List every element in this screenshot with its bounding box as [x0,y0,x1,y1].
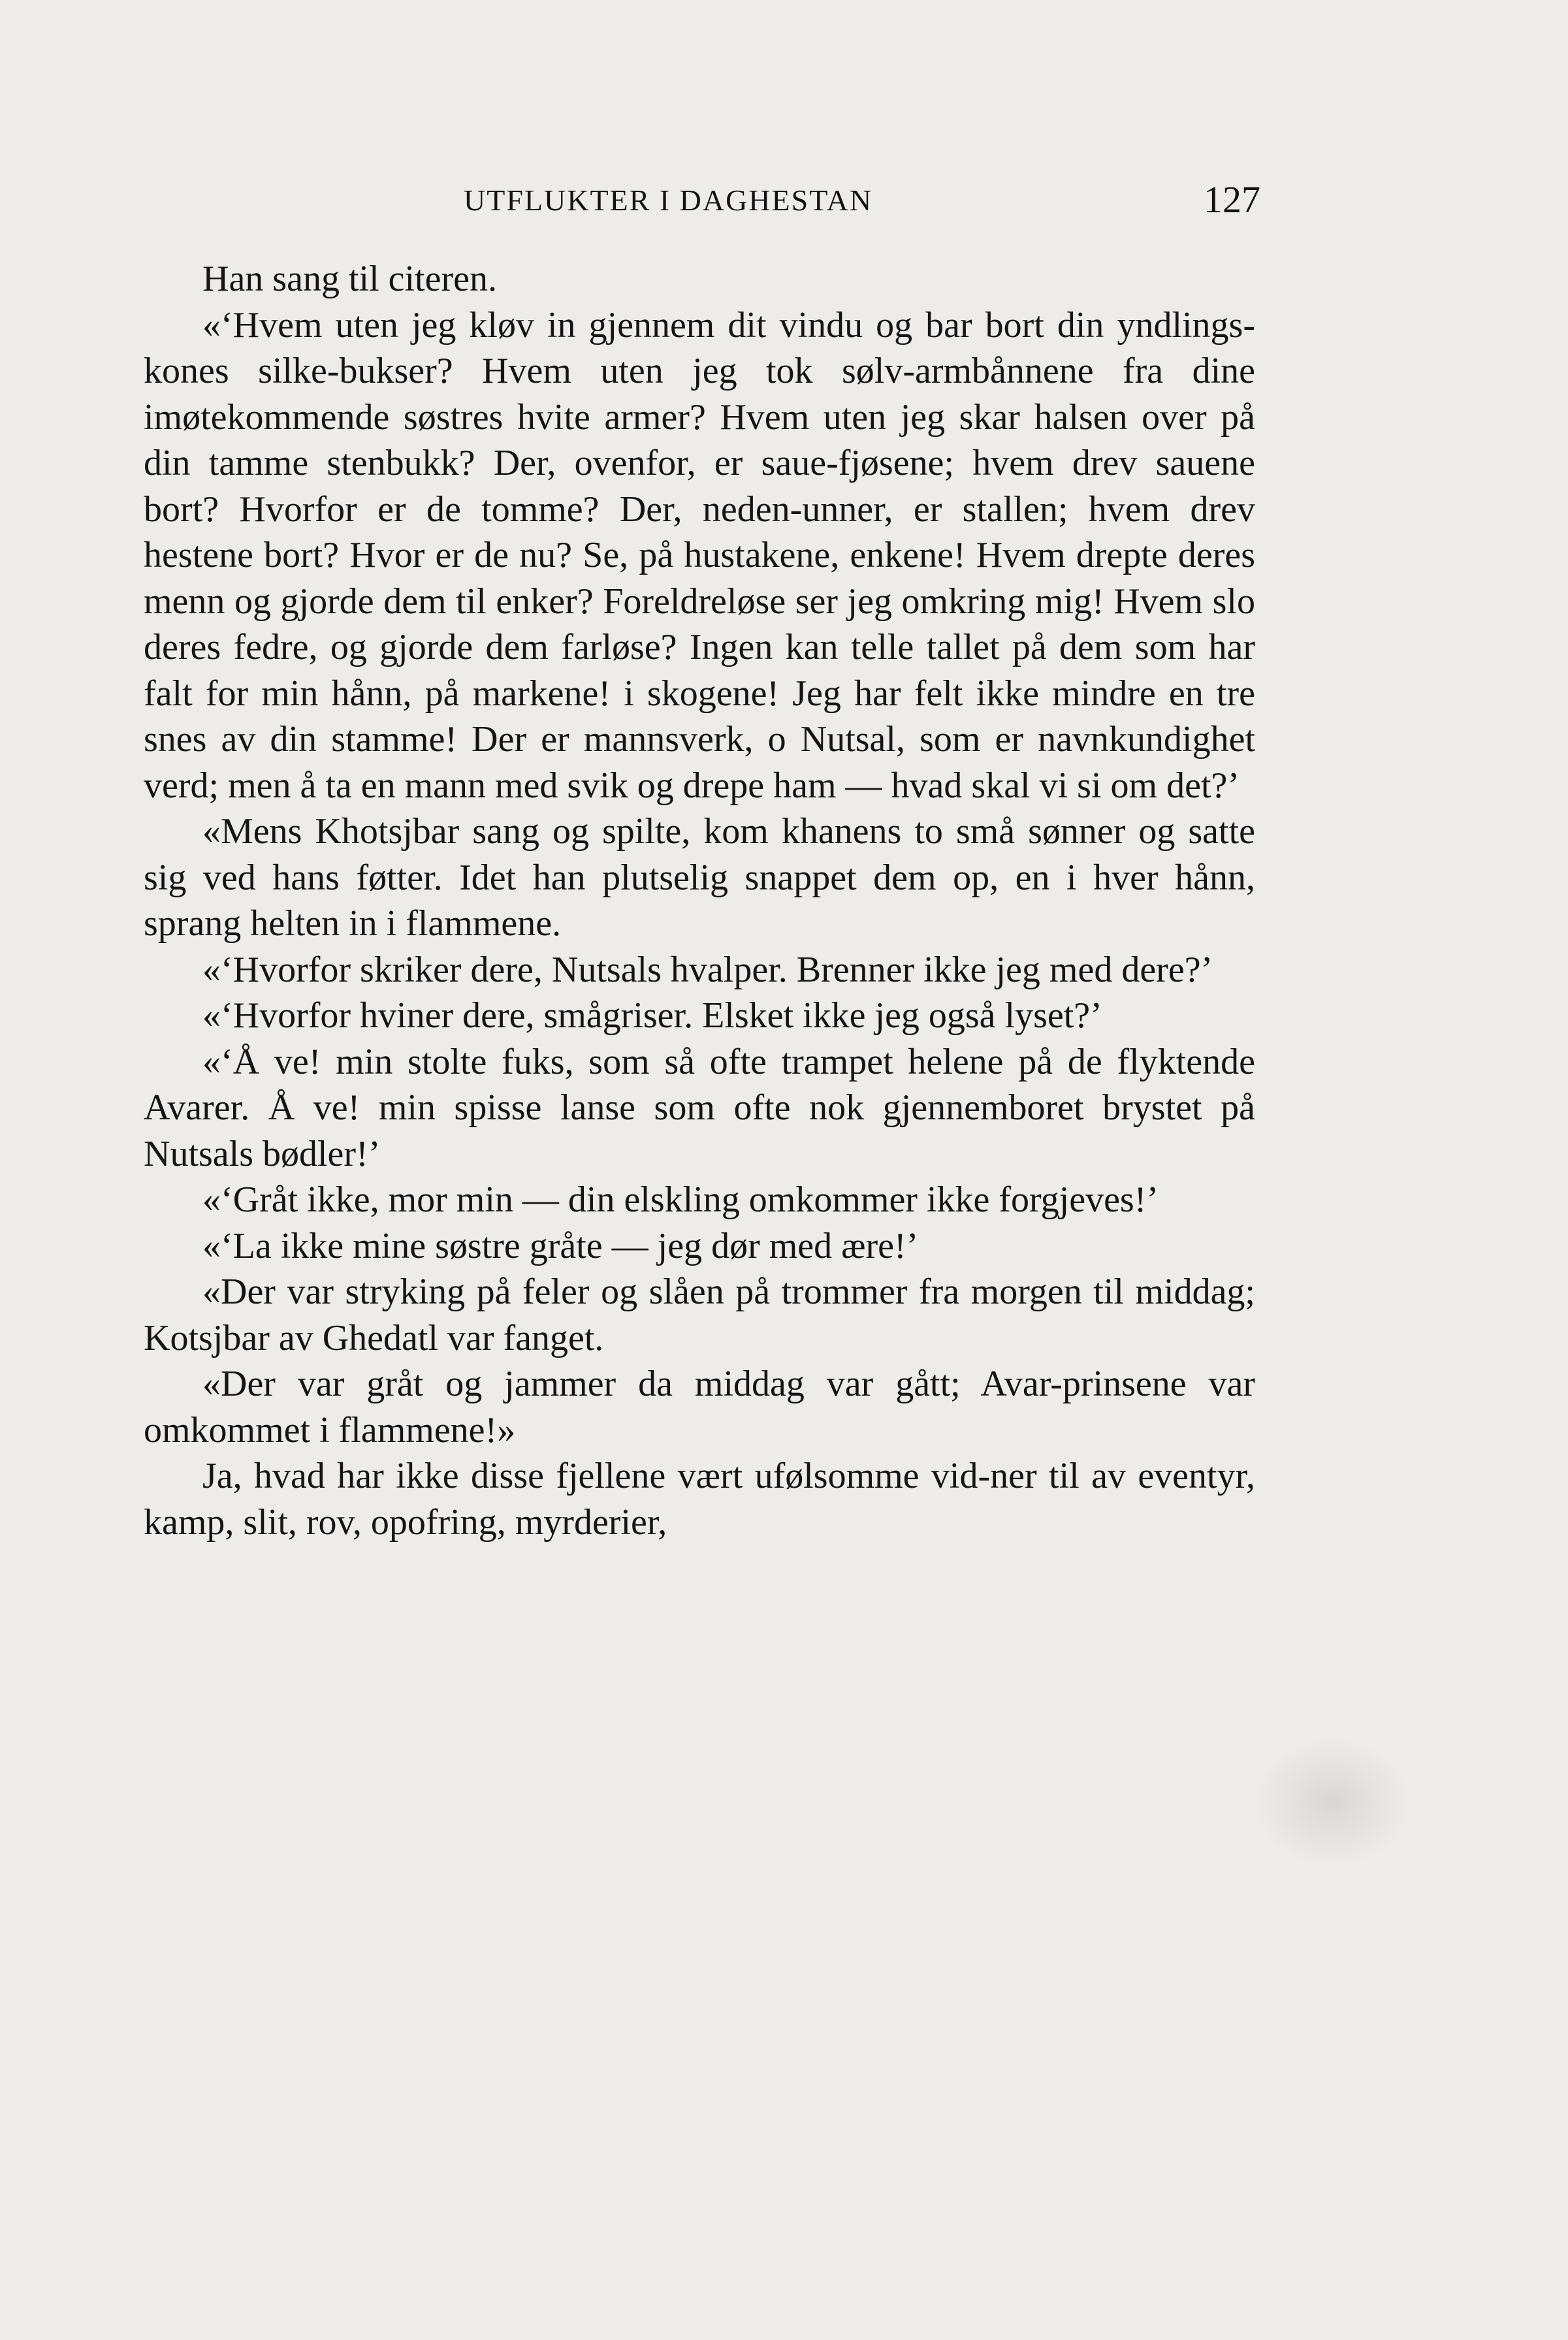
paragraph: «Der var gråt og jammer da middag var gått; Avar-prinsene var omkommet i flammene!» [144,1364,1255,1450]
body-text [144,256,1255,1545]
paragraph: «‘Hvorfor skriker dere, Nutsals hvalper. Brenner ikke jeg med dere?’ [202,949,1213,990]
paragraph: «‘Gråt ikke, mor min — din elskling omkommer ikke forgjeves!’ [202,1179,1159,1220]
running-head [144,175,1260,227]
paragraph: «‘Å ve! min stolte fuks, som så ofte trampet helene på de flyktende Avarer. Å ve! min spisse lanse som ofte nok gjennemboret brystet på Nutsals bødler!’ [144,1041,1255,1174]
page-number: 127 [1204,178,1260,221]
running-head-title: UTFLUKTER I DAGHESTAN [464,184,873,217]
paragraph: «‘Hvorfor hviner dere, smågriser. Elsket ikke jeg også lyset?’ [202,995,1102,1036]
paragraph: «‘Hvem uten jeg kløv in gjennem dit vindu og bar bort din yndlings-kones silke-bukser? Hvem uten jeg tok sølv-armbånnene fra dine imøtekommende søstres hvite armer? Hvem uten jeg skar halsen over på din tamme stenbukk? Der, ovenfor, er saue-fjøsene; hvem drev sauene bort? Hvorfor er de tomme? Der, neden-unner, er stallen; hvem drev hestene bort? Hvor er de nu? Se, på hustakene, enkene! Hvem drepte deres menn og gjorde dem til enker? Foreldreløse ser jeg omkring mig! Hvem slo deres fedre, og gjorde dem farløse? Ingen kan telle tallet på dem som har falt for min hånn, på markene! i skogene! Jeg har felt ikke mindre en tre snes av din stamme! Der er mannsverk, o Nutsal, som er navnkundighet verd; men å ta en mann med svik og drepe ham — hvad skal vi si om det?’ [144,304,1255,806]
paper-stain [1254,1737,1411,1868]
paragraph: «Der var stryking på feler og slåen på trommer fra morgen til middag; Kotsjbar av Ghedatl var fanget. [144,1272,1255,1358]
paragraph: «Mens Khotsjbar sang og spilte, kom khanens to små sønner og satte sig ved hans føtter. Idet han plutselig snappet dem op, en i hver hånn, sprang helten in i flammene. [144,811,1255,944]
paragraph: «‘La ikke mine søstre gråte — jeg dør med ære!’ [202,1225,919,1266]
paragraph: Han sang til citeren. [202,259,497,299]
paragraph: Ja, hvad har ikke disse fjellene vært ufølsomme vid-ner til av eventyr, kamp, slit, rov, opofring, myrderier, [144,1456,1255,1543]
